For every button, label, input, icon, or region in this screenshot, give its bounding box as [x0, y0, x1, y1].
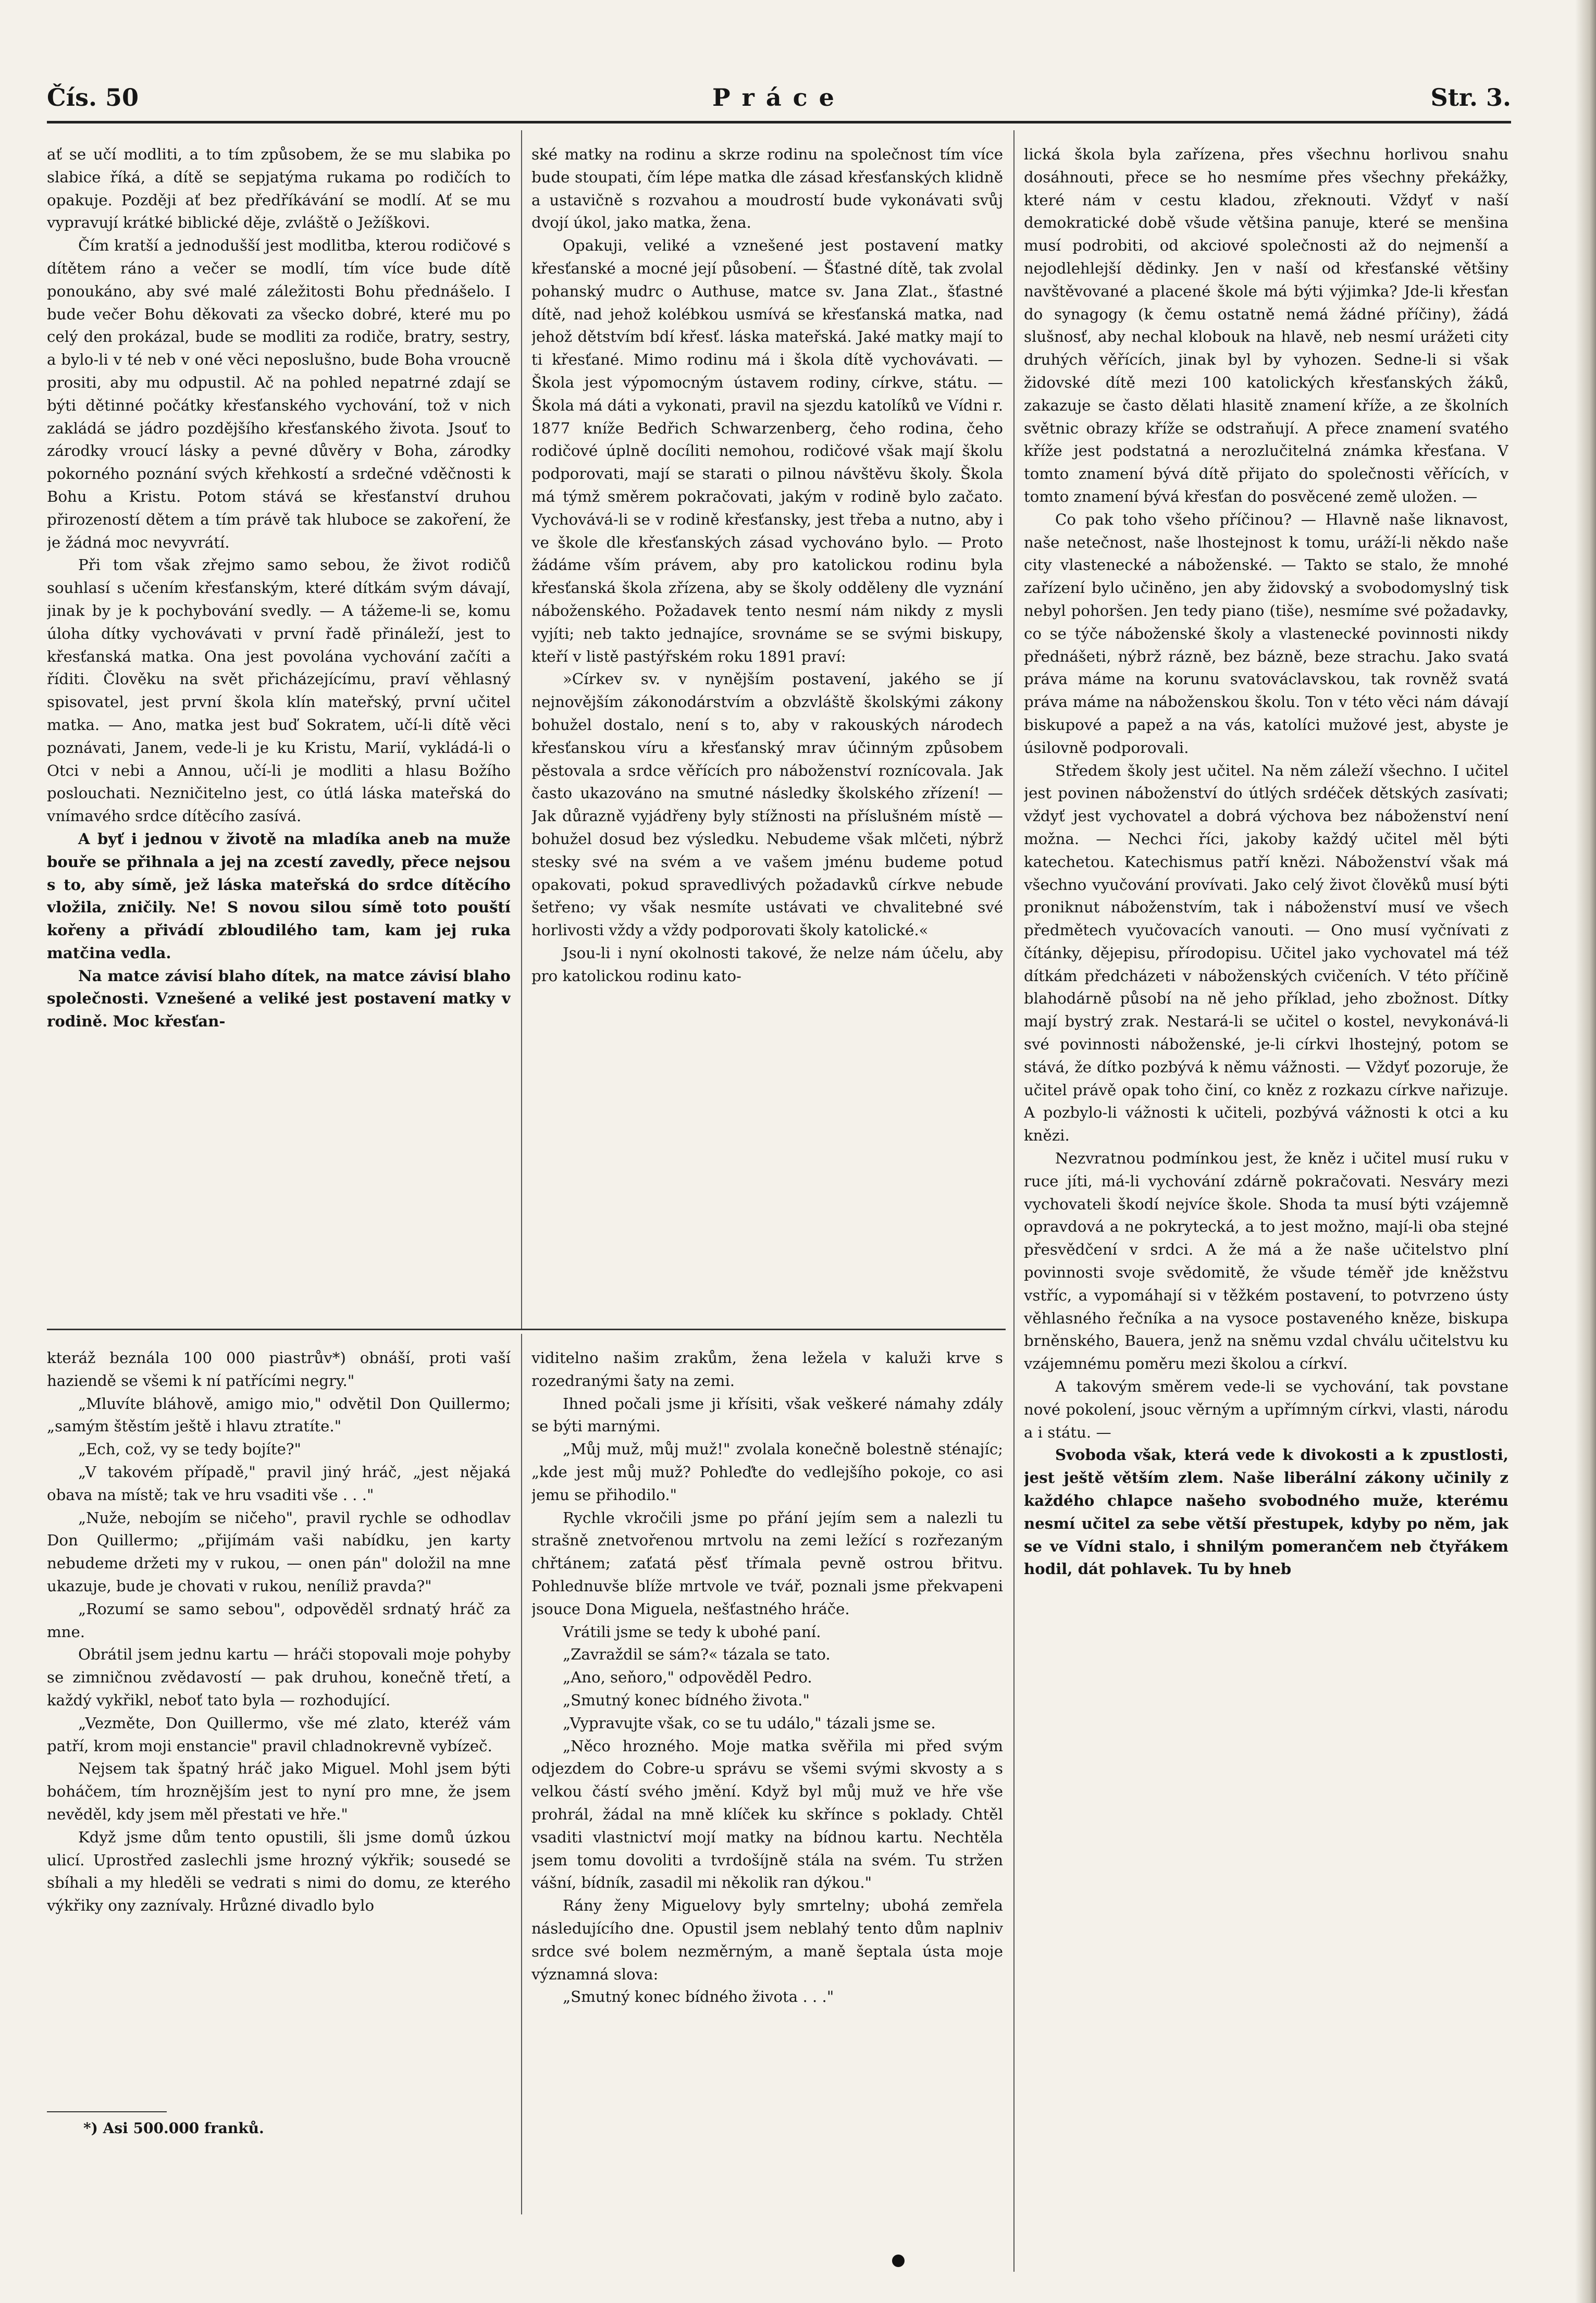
- article-column-2: [531, 143, 1003, 1316]
- quote-paragraph: »Církev sv. v nynějším postavení, jakého se jí nejnovějším zákonodárstvím a obzvláště školskými zákony bohužel dostalo, není s to, aby v rakouských národech křesťanskou víru a křesťanský mrav účinným způsobem pěstovala a srdce věřících pro náboženství roznícovala. Jak často ukazováno na smutné následky školského zřízení! — Jak důrazně vyjádřeny byly stížnosti na příslušném místě — bohužel dosud bez výsledku. Nebudeme však mlčeti, nýbrž stesky své na svém a ve vašem jménu budeme potud opakovati, pokud spravedlivých požadavků církve nebude šetřeno; vy však nesmíte ustávati ve chvalitebné své horlivosti vždy a vždy podporovati školy katolické.«: [531, 670, 1003, 939]
- footnote: *) Asi 500.000 franků.: [83, 2120, 264, 2137]
- paragraph: Středem školy jest učitel. Na něm záleží všechno. I učitel jest povinen náboženství do útlých srdéček dětských zasívati; vždyť jest vychovatel a dobrá výchova bez náboženství není možna. — Nechci říci, jakoby každý učitel měl býti katechetou. Katechismus patří knězi. Náboženství však má všechno vyučování provívati. Jako celý život člověků musí býti proniknut náboženstvím, tak i náboženství musí ve všech předmětech vyučovacích vanouti. — Ono musí vyčnívati z čítánky, dějepisu, přírodopisu. Učitel jako vychovatel má též dítkám předcházeti v náboženských cvičeních. V této příčině blahodárně působí na ně jeho příklad, jeho zbožnost. Dítky mají bystrý zrak. Nestará-li se učitel o kostel, nevykonává-li své povinnosti náboženské, je-li církvi lhostejný, potom se stává, že dítko pozbývá k němu vážnosti. — Vždyť pozoruje, že učitel právě opak toho činí, co kněz z rozkazu církve nařizuje. A pozbylo-li vážnosti k učiteli, pozbývá vážnosti k otci a ku knězi.: [1024, 761, 1508, 1145]
- paragraph: Rychle vkročili jsme po přání jejím sem a nalezli tu strašně znetvořenou mrtvolu na zemi ležící s rozřezaným chřtánem; zaťatá pěsť třímala pevně ostrou břitvu. Pohlednuvše blíže mrtvole ve tvář, poznali jsme překvapeni jsouce Dona Miguela, nešťastného hráče.: [531, 1508, 1003, 1618]
- paragraph: Co pak toho všeho příčinou? — Hlavně naše liknavost, naše netečnost, naše lhostejnost k tomu, uráží-li někdo naše city vlastenecké a náboženské. — Takto se stalo, že mnohé zařízení bylo učiněno, jen aby židovský a svobodomyslný tisk nebyl pohoršen. Jen tedy piano (tiše), nesmíme své požadavky, co se týče náboženské školy a vlastenecké povinnosti nikdy přednášeti, nýbrž rázně, bez bázně, beze strachu. Jako svatá práva máme na korunu svatováclavskou, tak rovněž svatá práva máme na náboženskou školu. Ton v této věci nám dávají biskupové a papež a na vás, katolíci mužové jest, abyste je úsilovně podporovali.: [1024, 510, 1508, 757]
- paragraph: Nejsem tak špatný hráč jako Miguel. Mohl jsem býti boháčem, tím hroznějším jest to nyní pro mne, že jsem nevěděl, kdy jsem měl přestati ve hře.": [47, 1760, 511, 1823]
- print-mark: [892, 2255, 905, 2267]
- paragraph: A byť i jednou v životě na mladíka aneb na muže bouře se přihnala a jej na zcestí zavedly, přece nejsou s to, aby símě, jež láska mateřská do srdce dítěcího vložila, zničily. Ne! S novou silou símě toto pouští kořeny a přivádí zbloudilého tam, kam jej ruka matčina vedla.: [47, 829, 511, 962]
- paragraph: „Ech, což, vy se tedy bojíte?": [78, 1440, 301, 1458]
- paragraph: kteráž beznála 100 000 piastrův*) obnáší, proti vaší haziendě se všemi k ní patřícími negry.": [47, 1349, 511, 1390]
- feuilleton-rule: [47, 1329, 1006, 1330]
- header-rule: [47, 121, 1511, 123]
- issue-number: Čís. 50: [47, 83, 139, 112]
- paragraph: „Vezměte, Don Quillermo, vše mé zlato, kteréž vám patří, krom moji enstancie" pravil chladnokrevně vybízeč.: [47, 1714, 511, 1755]
- paragraph: Čím kratší a jednodušší jest modlitba, kterou rodičové s dítětem ráno a večer se modlí, tím více bude dítě ponoukáno, aby své malé záležitosti Bohu přednášelo. I bude večer Bohu děkovati za všecko dobré, které mu po celý den prokázal, bude se modliti za rodiče, bratry, sestry, a bylo-li v té neb v oné věci neposlušno, bude Boha vroucně prositi, aby mu odpustil. Ač na pohled nepatrné zdají se býti dětinné počátky křesťanského vychování, tož v nich zakládá se jádro pozdějšího křesťanského života. Jsouť to zárodky vroucí lásky a pevné důvěry v Boha, zárodky pokorného poznání svých křehkostí a srdečné vděčnosti k Bohu a Kristu. Potom stává se křesťanství druhou přirozeností dětem a tím právě tak hluboce se zakoření, že je žádná moc nevyvrátí.: [47, 237, 511, 551]
- paragraph: Obrátil jsem jednu kartu — hráči stopovali moje pohyby se zimničnou zvědavostí — pak druhou, konečně třetí, a každý vykřikl, neboť tato byla — rozhodující.: [47, 1645, 511, 1709]
- article-column-3: [1024, 143, 1508, 2272]
- paragraph: Když jsme dům tento opustili, šli jsme domů úzkou ulicí. Uprostřed zaslechli jsme hrozný výkřik; sousedé se sbíhali a my hleděli se vedrati s nimi do domu, ze kterého výkřiky ony zaznívaly. Hrůzné divadlo bylo: [47, 1828, 511, 1915]
- paragraph: „V takovém případě," pravil jiný hráč, „jest nějaká obava na místě; tak ve hru vsaditi vše . . .": [47, 1463, 511, 1504]
- paragraph: viditelno našim zrakům, žena ležela v kaluži krve s rozedranými šaty na zemi.: [531, 1349, 1003, 1390]
- paragraph: „Smutný konec bídného života . . .": [563, 1988, 834, 2006]
- page-header: [47, 83, 1511, 115]
- paragraph: Na matce závisí blaho dítek, na matce závisí blaho společnosti. Vznešené a veliké jest postavení matky v rodině. Moc křesťan-: [47, 967, 511, 1031]
- paragraph: Opakuji, veliké a vznešené jest postavení matky křesťanské a mocné její působení. — Šťastné dítě, tak zvolal pohanský mudrc o Authuse, matce sv. Jana Zlat., šťastné dítě, nad jehož kolébkou usmívá se křesťanská matka, nad jehož dětstvím bdí křesť. láska mateřská. Jaké matky mají to ti křesťané. Mimo rodinu má i škola dítě vychovávati. — Škola jest výpomocným ústavem rodiny, církve, státu. — Škola má dáti a vykonati, pravil na sjezdu katolíků ve Vídni r. 1877 kníže Bedřich Schwarzenberg, čeho rodina, čeho rodičové úplně docíliti nemohou, rodičové však mají školu podporovati, mají se starati o pilnou návštěvu školy. Škola má týmž směrem pokračovati, jakým v rodině bylo začato. Vychovává-li se v rodině křesťansky, jest třeba a nutno, aby i ve škole dle křesťanských zásad vychováno bylo. — Proto žádáme vším právem, aby pro katolickou rodinu byla křesťanská škola zřízena, aby se školy odděleny dle vyznání náboženského. Požadavek tento nesmí nám nikdy z mysli vyjíti; neb takto jednajíce, srovnáme se se svými biskupy, kteří v listě pastýřském roku 1891 praví:: [531, 237, 1003, 665]
- column-divider: [521, 1334, 522, 2214]
- newspaper-title: Práce: [712, 83, 846, 112]
- feuilleton-column-1: [47, 1347, 511, 2102]
- paragraph: „Můj muž, můj muž!" zvolala konečně bolestně sténajíc; „kde jest můj muž? Pohleďte do vedlejšího pokoje, co asi jemu se přihodilo.": [531, 1440, 1003, 1504]
- paragraph: ské matky na rodinu a skrze rodinu na společnost tím více bude stoupati, čím lépe matka dle zásad křesťanských klidně a ustavičně s rozvahou a moudrostí bude vykonávati svůj dvojí úkol, jako matka, žena.: [531, 145, 1003, 232]
- paragraph: Rány ženy Miguelovy byly smrtelny; ubohá zemřela následujícího dne. Opustil jsem neblahý tento dům naplniv srdce své bolem nezměrným, a maně šeptala ústa moje významná slova:: [531, 1897, 1003, 1983]
- paragraph: Vrátili jsme se tedy k ubohé paní.: [563, 1623, 821, 1641]
- column-divider: [521, 130, 522, 1329]
- paragraph: Jsou-li i nyní okolnosti takové, že nelze nám účelu, aby pro katolickou rodinu kato-: [531, 944, 1003, 985]
- paragraph: Nezvratnou podmínkou jest, že kněz i učitel musí ruku v ruce jíti, má-li vychování zdárně pokračovati. Nesváry mezi vychovateli škodí nejvíce škole. Shoda ta musí býti vzájemně opravdová a ne pokrytecká, a to jest možno, mají-li oba stejné přesvědčení v srdci. A že má a že naše učitelstvo plní povinnosti svoje svědomitě, že všude téměř jde kněžstvu vstříc, a vypomáhají si v těžkém postavení, to potvrzeno ústy věhlasného řečníka a na vysoce postaveného kněze, biskupa brněnského, Bauera, jenž na sněmu vzdal chválu učitelstvu ku vzájemnému poměru mezi školou a církví.: [1024, 1149, 1508, 1373]
- paragraph: „Vypravujte však, co se tu událo," tázali jsme se.: [563, 1714, 936, 1732]
- paragraph: „Ano, seňoro," odpověděl Pedro.: [563, 1668, 812, 1687]
- paragraph: ať se učí modliti, a to tím způsobem, že se mu slabika po slabice říká, a dítě se sepjatýma rukama po rodičích to opakuje. Později ať bez předříkávání se modlí. Ať se mu vypravují krátké biblické děje, zvláště o Ježíškovi.: [47, 145, 511, 232]
- paragraph: Ihned počali jsme ji křísiti, však veškeré námahy zdály se býti marnými.: [531, 1394, 1003, 1435]
- paragraph: lická škola byla zařízena, přes všechnu horlivou snahu dosáhnouti, přece se ho nesmíme přes všechny překážky, které nám v cestu kladou, zřeknouti. Vždyť v naší demokratické době všude většina panuje, které se menšina musí podrobiti, od akciové společnosti až do nejmenší a nejodlehlejší dědinky. Jen v naší od křesťanské většiny navštěvované a placené škole má býti výjimka? Jde-li křesťan do synagogy (k čemu ostatně nemá žádné příčiny), žádá slušnosť, aby nechal klobouk na hlavě, neb nesmí urážeti city druhých věřících, jinak byl by vyhozen. Sedne-li si však židovské dítě mezi 100 katolických křesťanských žáků, zakazuje se často dělati hlasitě znamení kříže, a ze školních světnic obrazy kříže se odstraňují. A přece znamení svatého kříže jest podstatná a nerozlučitelná známka křesťana. V tomto znamení bývá dítě přijato do společnosti věřících, v tomto znamení bývá křesťan do posvěcené země uložen. —: [1024, 145, 1508, 505]
- paragraph: Svoboda však, která vede k divokosti a k zpustlosti, jest ještě větším zlem. Naše liberální zákony učinily z každého chlapce našeho svobodného muže, kterému nesmí učitel za sebe větší přestupek, kdyby po něm, jak se ve Vídni stalo, i shnilým pomerančem neb čtyřákem hodil, dát pohlavek. Tu by hneb: [1024, 1446, 1508, 1578]
- paragraph: „Něco hrozného. Moje matka svěřila mi před svým odjezdem do Cobre-u správu se všemi svými skvosty a s velkou částí svého jmění. Když byl můj muž ve hře vše prohrál, žádal na mně klíček ku skříncе s poklady. Chtěl vsaditi vlastnictví mojí matky na bídnou kartu. Nechtěla jsem tomu dovoliti a tvrdošíjně stála na svém. Tu stržen vášní, bídník, zasadil mi několik ran dýkou.": [531, 1737, 1003, 1892]
- paragraph: „Smutný konec bídného života.": [563, 1691, 810, 1709]
- paragraph: „Zavraždil se sám?« tázala se tato.: [563, 1645, 831, 1664]
- paragraph: A takovým směrem vede-li se vychování, tak povstane nové pokolení, jsouc věrným a upřímným církvi, vlasti, národu a i státu. —: [1024, 1378, 1508, 1441]
- paragraph: Při tom však zřejmo samo sebou, že život rodičů souhlasí s učením křesťanským, které dítkám svým dávají, jinak by je k pochybování svedly. — A tážeme-li se, komu úloha dítky vychovávati v první řadě přináleží, jest to křesťanská matka. Ona jest povolána vychování začíti a říditi. Člověku na svět přicházejícímu, praví věhlasný spisovatel, jest první škola klín mateřský, první učitel matka. — Ano, matka jest buď Sokratem, učí-li dítě věci poznávati, Janem, vede-li je ku Kristu, Marií, vykládá-li o Otci v nebi a Annou, učí-li je modliti a hlasu Božího poslouchati. Nezničitelno jest, co útlá láska mateřská do vnímavého srdce dítěcího zasívá.: [47, 556, 511, 825]
- paragraph: „Nuže, nebojím se ničeho", pravil rychle se odhodlav Don Quillermo; „přijímám vaši nabídku, jen karty nebudeme držeti my v rukou, — onen pán" doložil na mne ukazuje, bude je chovati v rukou, neníliž pravda?": [47, 1508, 511, 1595]
- column-divider: [1013, 130, 1014, 2272]
- page-edge-shadow: [1575, 0, 1596, 2303]
- feuilleton-column-2: [531, 1347, 1003, 2209]
- article-column-1: [47, 143, 511, 1316]
- paragraph: „Mluvíte bláhově, amigo mio," odvětil Don Quillermo; „samým štěstím ještě i hlavu ztratíte.": [47, 1394, 511, 1435]
- footnote-rule: [47, 2111, 167, 2112]
- paragraph: „Rozumí se samo sebou", odpověděl srdnatý hráč za mne.: [47, 1600, 511, 1641]
- page-number: Str. 3.: [1430, 83, 1511, 112]
